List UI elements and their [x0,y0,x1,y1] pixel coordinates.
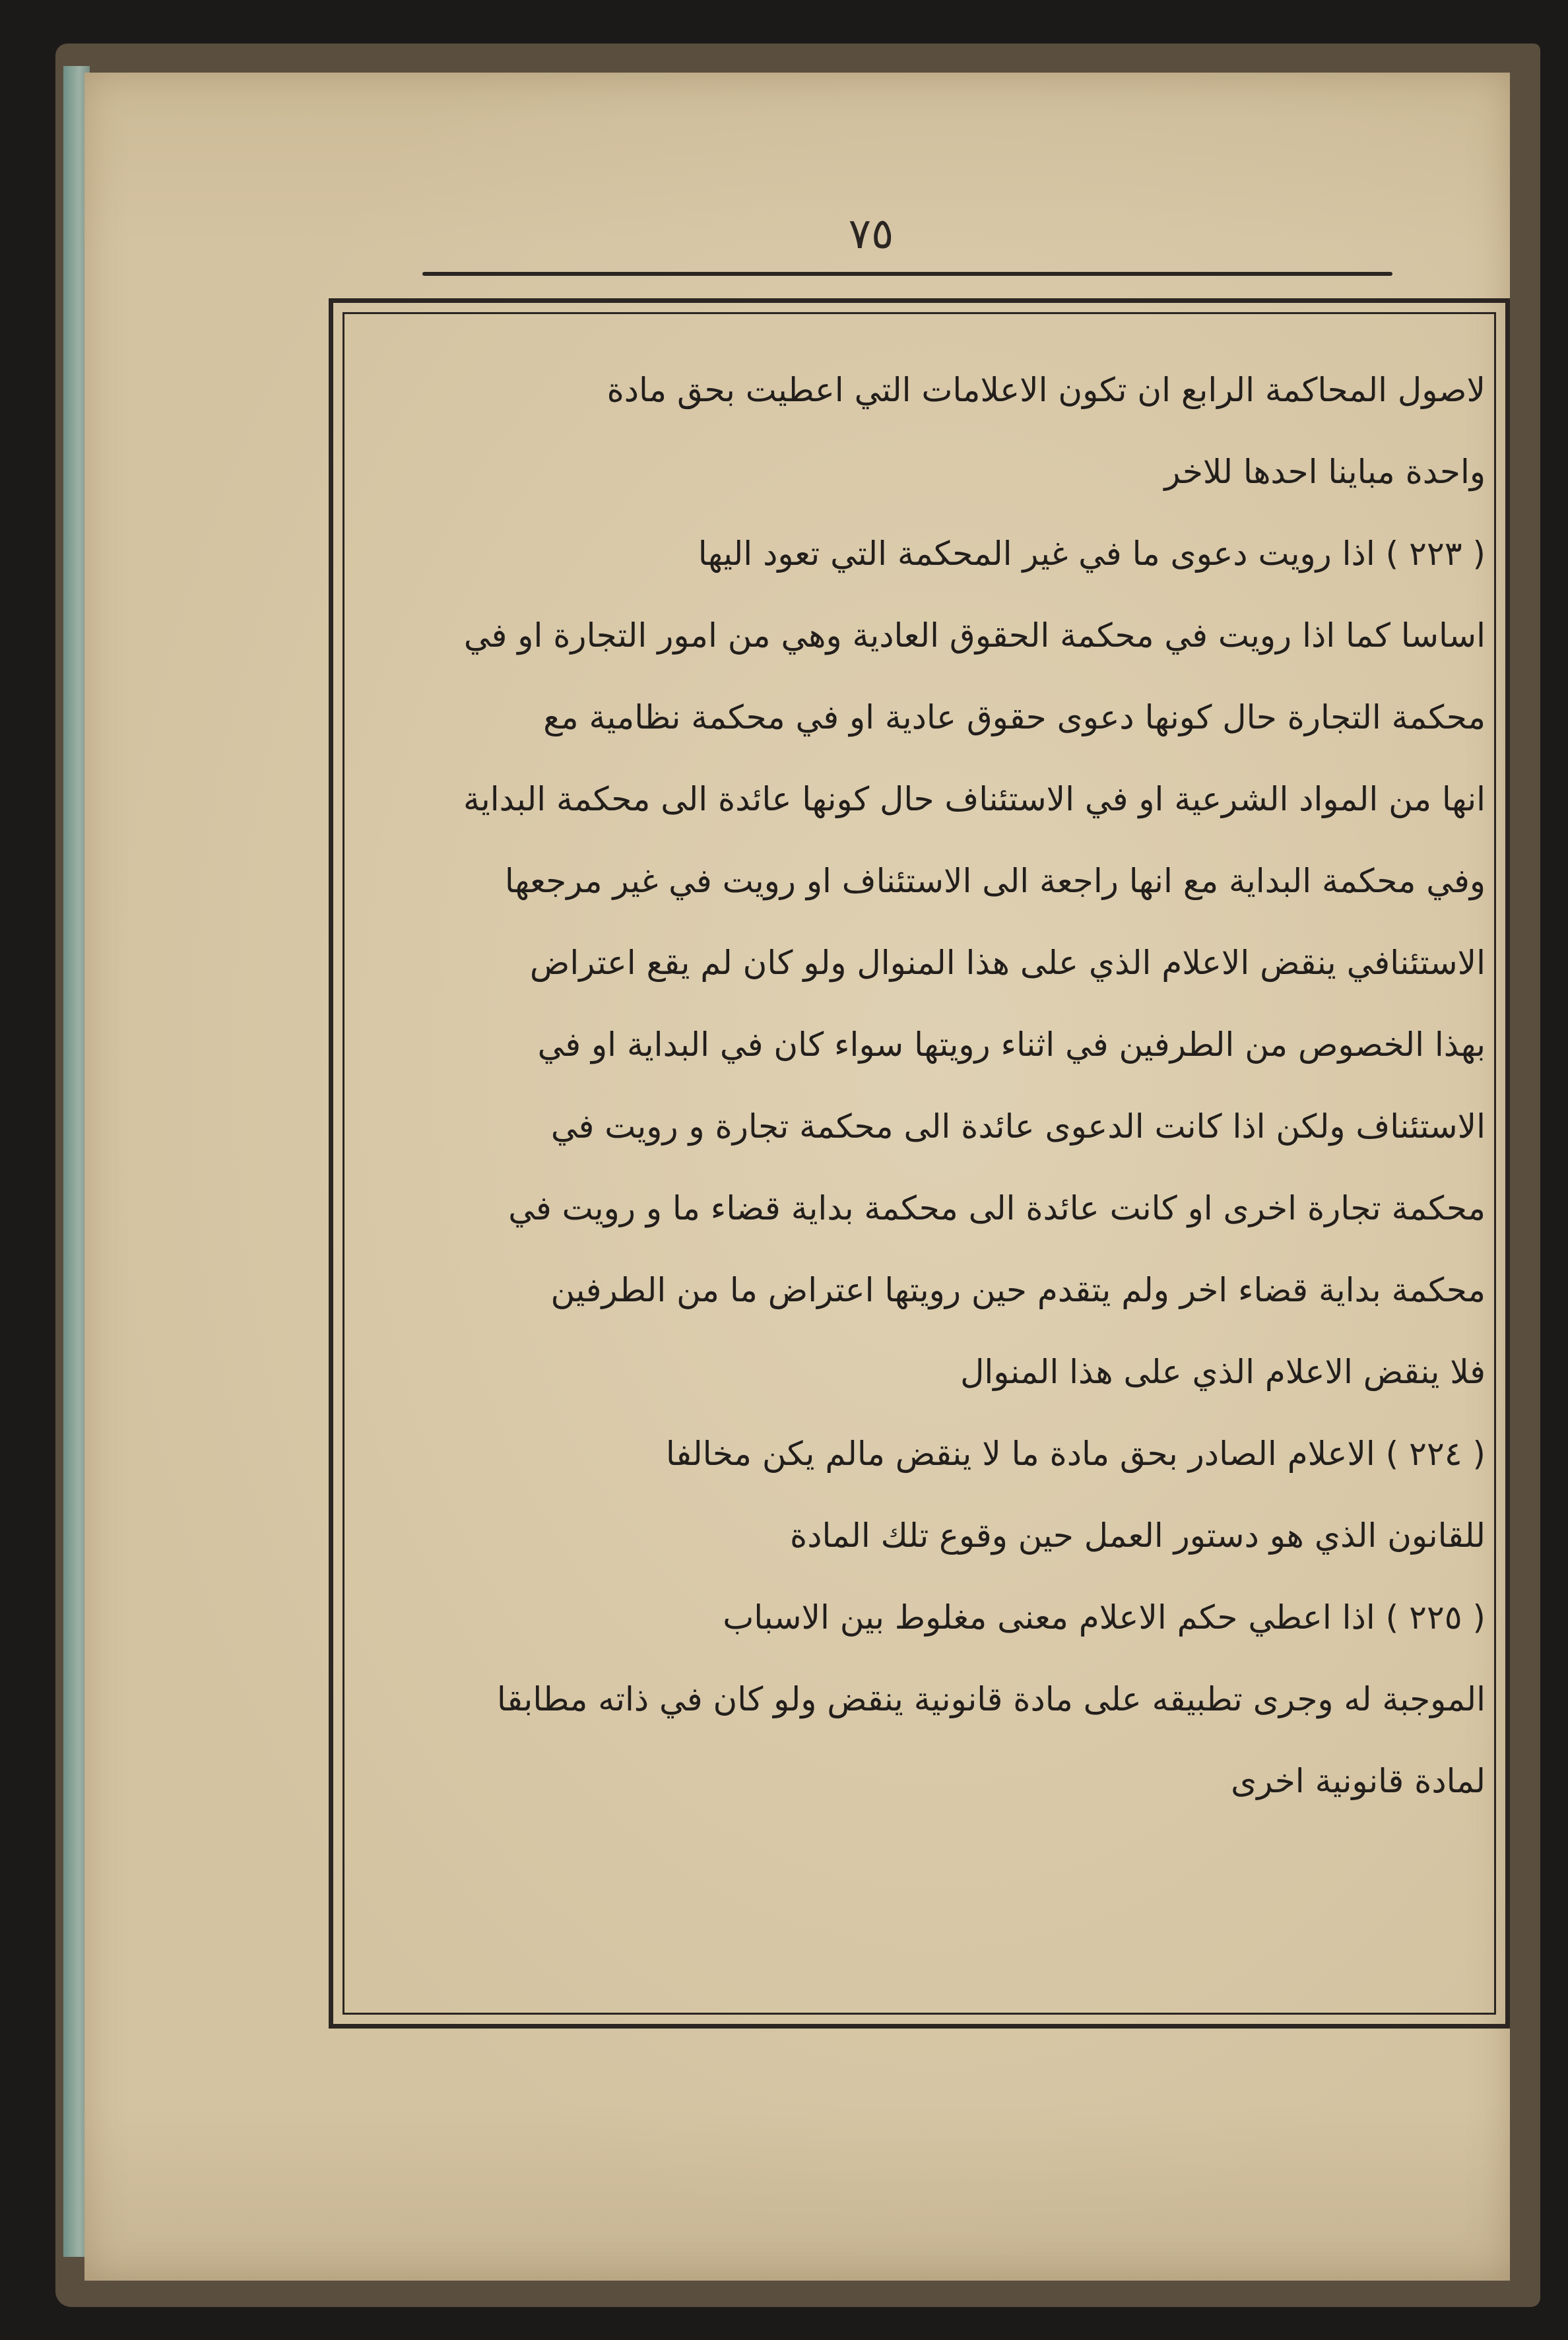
text-line: واحدة مباينا احدها للاخر [1164,453,1486,491]
text-line: لاصول المحاكمة الرابع ان تكون الاعلامات التي اعطيت بحق مادة [606,371,1486,409]
text-line: انها من المواد الشرعية او في الاستئناف حال كونها عائدة الى محكمة البداية [463,780,1486,818]
text-line: الاستئنافي ينقض الاعلام الذي على هذا المنوال ولو كان لم يقع اعتراض [529,944,1486,982]
page-number: ٧٥ [848,210,894,259]
text-frame [329,298,1510,2029]
text-line: فلا ينقض الاعلام الذي على هذا المنوال [960,1353,1486,1391]
text-line: الاستئناف ولكن اذا كانت الدعوى عائدة الى محكمة تجارة و رويت في [550,1107,1486,1146]
text-line: للقانون الذي هو دستور العمل حين وقوع تلك المادة [790,1516,1486,1555]
text-line: الموجبة له وجرى تطبيقه على مادة قانونية ينقض ولو كان في ذاته مطابقا [496,1680,1486,1718]
text-line: محكمة تجارة اخرى او كانت عائدة الى محكمة بداية قضاء ما و رويت في [508,1189,1486,1227]
text-line: وفي محكمة البداية مع انها راجعة الى الاستئناف او رويت في غير مرجعها [504,862,1486,900]
header-rule [422,272,1392,276]
text-line: محكمة بداية قضاء اخر ولم يتقدم حين رويتها اعتراض ما من الطرفين [550,1271,1486,1309]
text-line: اساسا كما اذا رويت في محكمة الحقوق العادية وهي من امور التجارة او في [463,616,1486,655]
text-line: محكمة التجارة حال كونها دعوى حقوق عادية او في محكمة نظامية مع [543,698,1486,736]
text-line: ( ٢٢٣ ) اذا رويت دعوى ما في غير المحكمة التي تعود اليها [698,535,1486,573]
text-line: بهذا الخصوص من الطرفين في اثناء رويتها سواء كان في البداية او في [537,1025,1486,1064]
text-body [353,349,1486,1822]
text-line: ( ٢٢٥ ) اذا اعطي حكم الاعلام معنى مغلوط بين الاسباب [723,1598,1486,1637]
text-line: لمادة قانونية اخرى [1231,1762,1486,1800]
text-line: ( ٢٢٤ ) الاعلام الصادر بحق مادة ما لا ينقض مالم يكن مخالفا [665,1435,1486,1473]
